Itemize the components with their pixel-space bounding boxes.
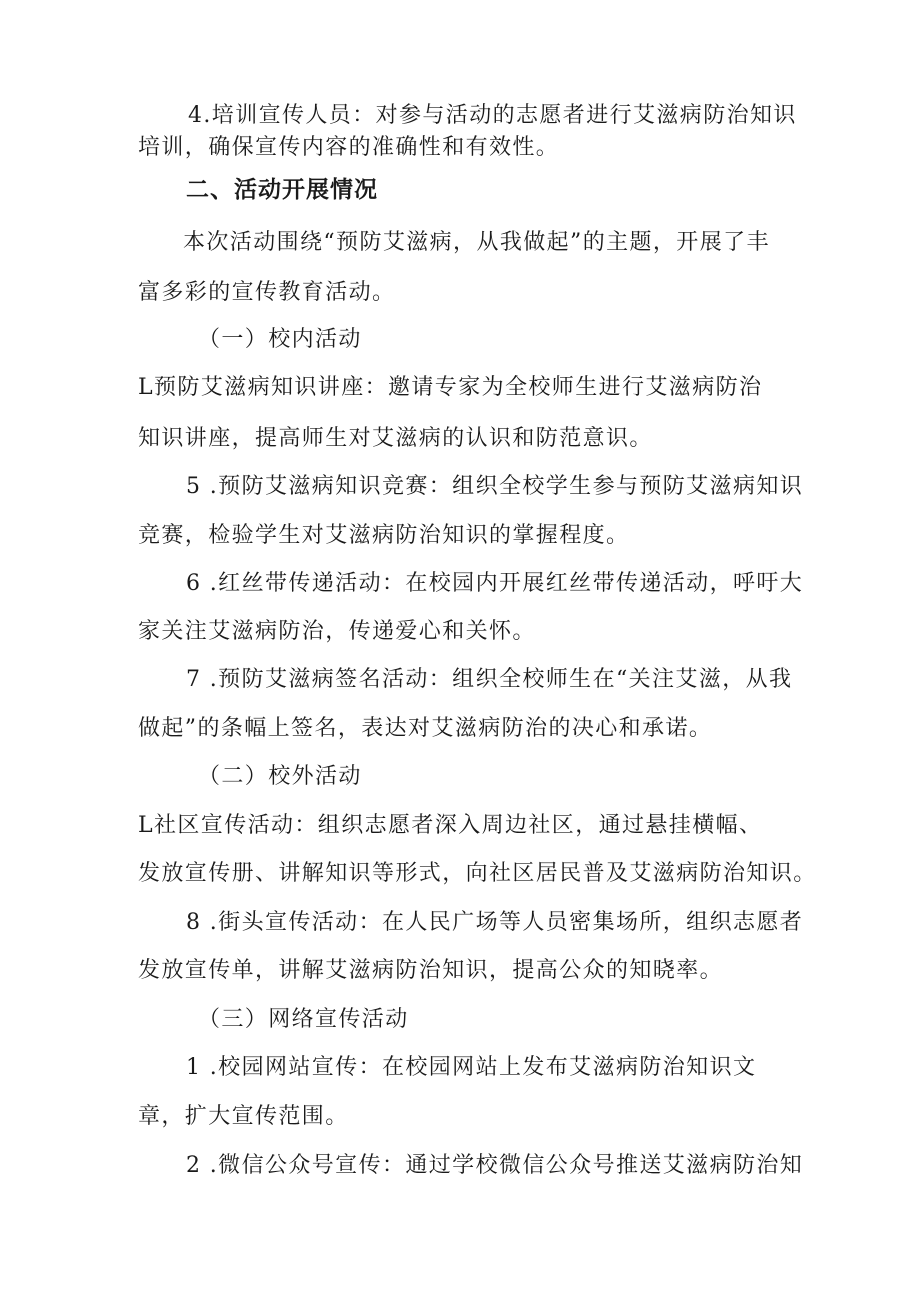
subsection-heading-1: （一）校内活动 xyxy=(198,327,362,352)
intro-line-2: 富多彩的宣传教育活动。 xyxy=(138,280,396,305)
item-5-line-2: 竞赛，检验学生对艾滋病防治知识的掌握程度。 xyxy=(138,523,630,548)
item-6-line-2: 家关注艾滋病防治，传递爱心和关怀。 xyxy=(138,619,536,644)
item-lecture-line-1: L预防艾滋病知识讲座：邀请专家为全校师生进行艾滋病防治 xyxy=(138,375,763,400)
item-web-line-1: 1 .校园网站宣传：在校园网站上发布艾滋病防治知识文 xyxy=(186,1055,757,1080)
section-heading-2: 二、活动开展情况 xyxy=(186,177,378,203)
paragraph-4-line-2: 培训，确保宣传内容的准确性和有效性。 xyxy=(138,135,560,160)
item-web-line-2: 章，扩大宣传范围。 xyxy=(138,1104,349,1129)
item-community-line-1: L社区宣传活动：组织志愿者深入周边社区，通过悬挂横幅、 xyxy=(138,813,763,838)
item-5-line-1: 5 .预防艾滋病知识竞赛：组织全校学生参与预防艾滋病知识 xyxy=(186,474,804,499)
item-6-line-1: 6 .红丝带传递活动：在校园内开展红丝带传递活动，呼吁大 xyxy=(186,571,804,596)
item-8-line-1: 8 .街头宣传活动：在人民广场等人员密集场所，组织志愿者 xyxy=(186,910,804,935)
intro-line-1: 本次活动围绕“预防艾滋病，从我做起”的主题，开展了丰 xyxy=(183,230,770,255)
item-lecture-line-2: 知识讲座，提高师生对艾滋病的认识和防范意识。 xyxy=(138,426,653,451)
item-7-line-2: 做起”的条幅上签名，表达对艾滋病防治的决心和承诺。 xyxy=(138,716,713,741)
item-wechat-line-1: 2 .微信公众号宣传：通过学校微信公众号推送艾滋病防治知 xyxy=(186,1153,804,1178)
item-7-line-1: 7 .预防艾滋病签名活动：组织全校师生在“关注艾滋，从我 xyxy=(186,667,793,692)
item-8-line-2: 发放宣传单，讲解艾滋病防治知识，提高公众的知晓率。 xyxy=(138,958,724,983)
item-community-line-2: 发放宣传册、讲解知识等形式，向社区居民普及艾滋病防治知识。 xyxy=(138,861,817,886)
paragraph-4-line-1: 4.培训宣传人员：对参与活动的志愿者进行艾滋病防治知识 xyxy=(188,103,797,128)
subsection-heading-3: （三）网络宣传活动 xyxy=(198,1007,409,1032)
subsection-heading-2: （二）校外活动 xyxy=(198,764,362,789)
